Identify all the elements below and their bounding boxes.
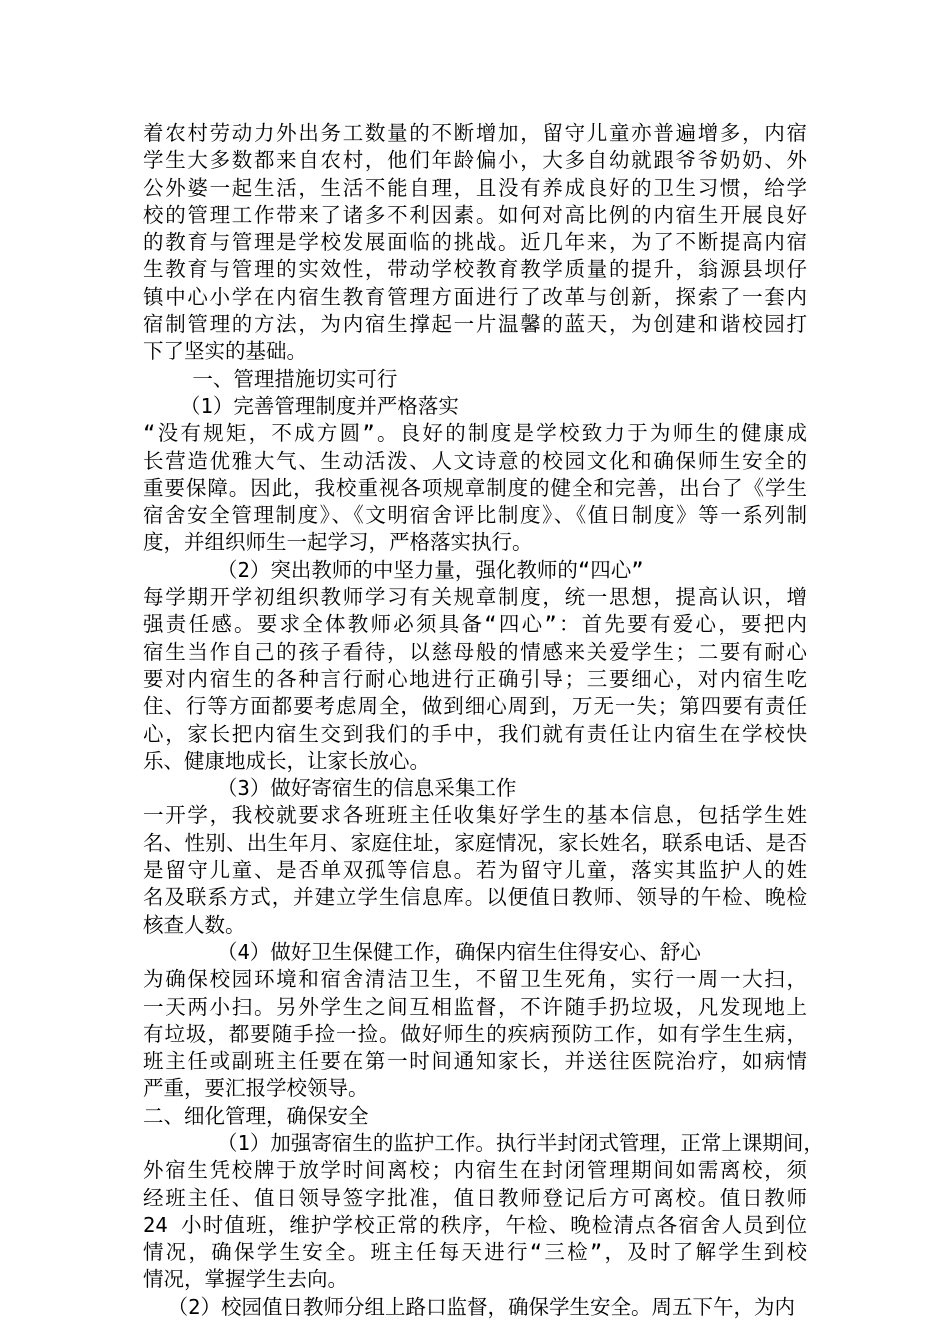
- text-line: 下了坚实的基础。: [143, 339, 307, 364]
- text-line: 一开学，我校就要求各班班主任收集好学生的基本信息，包括学生姓: [143, 803, 807, 828]
- text-line: 要对内宿生的各种言行耐心地进行正确引导；三要细心，对内宿生吃: [143, 666, 807, 691]
- text-line: 长营造优雅大气、生动活泼、人文诗意的校园文化和确保师生安全的: [143, 448, 807, 473]
- text-line: （2）校园值日教师分组上路口监督，确保学生安全。周五下午，为内: [143, 1294, 796, 1319]
- text-line: 重要保障。因此，我校重视各项规章制度的健全和完善，出台了《学生: [143, 475, 807, 500]
- text-line: 强责任感。要求全体教师必须具备“四心”：首先要有爱心，要把内: [143, 612, 807, 637]
- text-line: 宿生当作自己的孩子看待，以慈母般的情感来关爱学生；二要有耐心: [143, 639, 807, 664]
- text-line: 核查人数。: [143, 912, 246, 937]
- text-line: 外宿生凭校牌于放学时间离校；内宿生在封闭管理期间如需离校，须: [143, 1158, 807, 1183]
- section-heading: 一、管理措施切实可行: [143, 366, 398, 391]
- text-line: 度，并组织师生一起学习，严格落实执行。: [143, 530, 533, 555]
- section-heading: 二、细化管理，确保安全: [143, 1103, 369, 1128]
- text-line: 是留守儿童、是否单双孤等信息。若为留守儿童，落实其监护人的姓: [143, 858, 807, 883]
- text-line: 生教育与管理的实效性，带动学校教育教学质量的提升，翁源县坝仔: [143, 257, 807, 282]
- text-line: 住、行等方面都要考虑周全，做到细心周到，万无一失；第四要有责任: [143, 694, 807, 719]
- text-line: 班主任或副班主任要在第一时间通知家长，并送往医院治疗，如病情: [143, 1049, 807, 1074]
- text-line: 宿制管理的方法，为内宿生撑起一片温馨的蓝天，为创建和谐校园打: [143, 312, 807, 337]
- text-line: 一天两小扫。另外学生之间互相监督，不许随手扔垃圾，凡发现地上: [143, 994, 807, 1019]
- subsection-heading: （1）完善管理制度并严格落实: [143, 393, 459, 418]
- text-line: 为确保校园环境和宿舍清洁卫生，不留卫生死角，实行一周一大扫，: [143, 967, 807, 992]
- text-line: 镇中心小学在内宿生教育管理方面进行了改革与创新，探索了一套内: [143, 284, 807, 309]
- text-line: 宿舍安全管理制度》、《文明宿舍评比制度》、《值日制度》等一系列制: [143, 503, 807, 528]
- document-body: [143, 120, 824, 1321]
- text-line: 的教育与管理是学校发展面临的挑战。近几年来，为了不断提高内宿: [143, 230, 807, 255]
- subsection-heading: （2）突出教师的中坚力量，强化教师的“四心”: [143, 557, 644, 582]
- text-line: 名及联系方式，并建立学生信息库。以便值日教师、领导的午检、晚检: [143, 885, 807, 910]
- text-line: 严重，要汇报学校领导。: [143, 1076, 369, 1101]
- text-line: （1）加强寄宿生的监护工作。执行半封闭式管理，正常上课期间，: [143, 1130, 824, 1155]
- text-line: 经班主任、值日领导签字批准，值日教师登记后方可离校。值日教师: [143, 1185, 807, 1210]
- subsection-heading: （4）做好卫生保健工作，确保内宿生住得安心、舒心: [143, 939, 701, 964]
- text-line: 情况，掌握学生去向。: [143, 1267, 348, 1292]
- text-line: 心，家长把内宿生交到我们的手中，我们就有责任让内宿生在学校快: [143, 721, 807, 746]
- subsection-heading: （3）做好寄宿生的信息采集工作: [143, 776, 517, 801]
- text-line: 每学期开学初组织教师学习有关规章制度，统一思想，提高认识，增: [143, 585, 807, 610]
- text-line: 公外婆一起生活，生活不能自理，且没有养成良好的卫生习惯，给学: [143, 175, 807, 200]
- text-line: 名、性别、出生年月、家庭住址，家庭情况，家长姓名，联系电话、是否: [143, 830, 807, 855]
- text-line: 学生大多数都来自农村，他们年龄偏小，大多自幼就跟爷爷奶奶、外: [143, 148, 807, 173]
- text-line: 着农村劳动力外出务工数量的不断增加，留守儿童亦普遍增多，内宿: [143, 121, 807, 145]
- text-line: 乐、健康地成长，让家长放心。: [143, 748, 430, 773]
- text-line: 24 小时值班，维护学校正常的秩序，午检、晚检清点各宿舍人员到位: [143, 1212, 807, 1237]
- text-line: “没有规矩，不成方圆”。良好的制度是学校致力于为师生的健康成: [143, 421, 807, 446]
- text-line: 校的管理工作带来了诸多不利因素。如何对高比例的内宿生开展良好: [143, 202, 807, 227]
- text-line: 有垃圾，都要随手捡一捡。做好师生的疾病预防工作，如有学生生病，: [143, 1021, 807, 1046]
- text-line: 情况，确保学生安全。班主任每天进行“三检”，及时了解学生到校: [143, 1240, 807, 1265]
